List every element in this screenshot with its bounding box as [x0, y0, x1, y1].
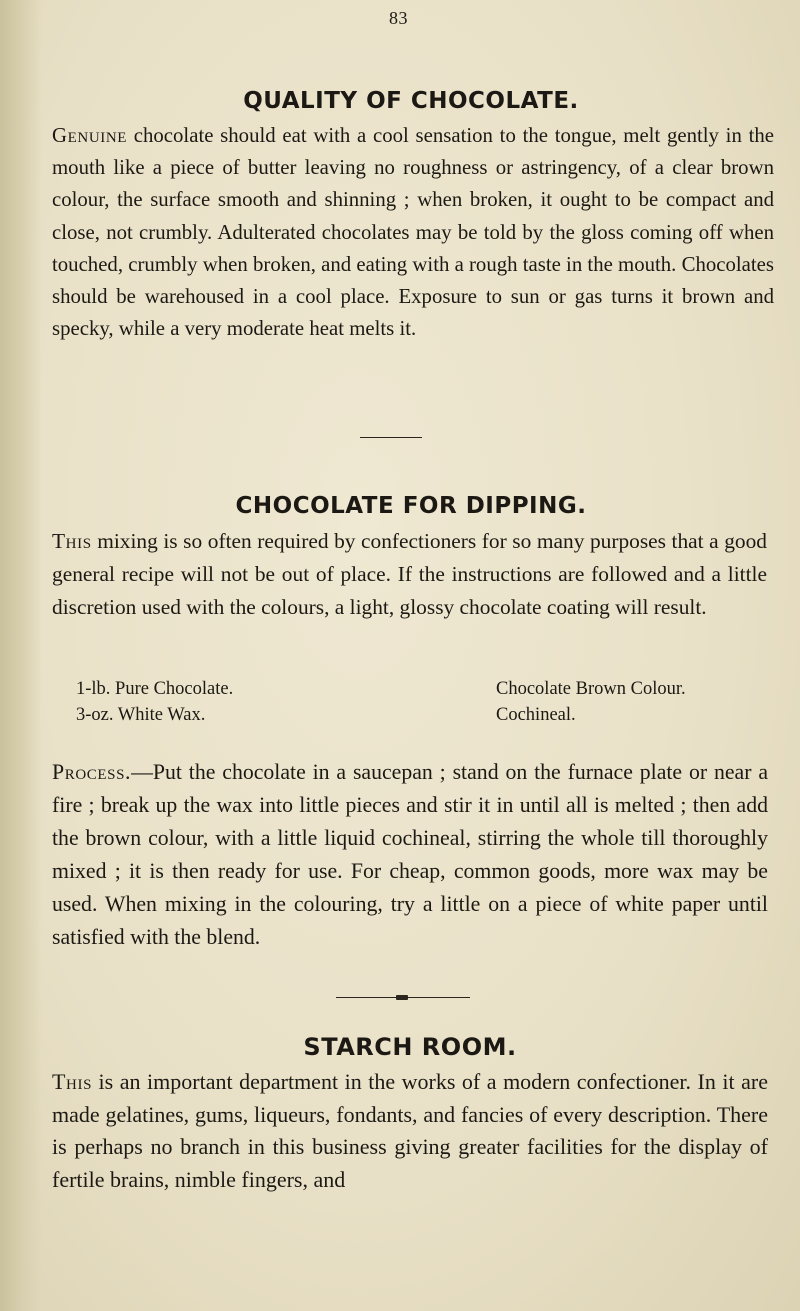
heading-starch-room: STARCH ROOM.	[303, 1033, 517, 1061]
page-edge-shadow	[0, 0, 42, 1311]
page-number: 83	[389, 8, 408, 28]
ingredients-column-right	[496, 676, 686, 728]
process-label: Process.	[52, 760, 132, 784]
paragraph-process	[52, 756, 768, 954]
ingredient-item: Cochineal.	[496, 705, 576, 725]
paragraph-text: mixing is so often required by confectioners for so many purposes that a good general recipe will not be out of place. If the instructions are followed and a little discretion used with the colours, a light, glossy chocolate coating will result.	[52, 529, 767, 619]
ingredient-item: 3-oz. White Wax.	[76, 705, 206, 725]
paragraph-text: is an important department in the works of a modern confectioner. In it are made gelatines, gums, liqueurs, fondants, and fancies of every description. There is perhaps no branch in this business giving greater facilities for the display of fertile brains, nimble fingers, and	[52, 1069, 768, 1192]
heading-chocolate-for-dipping: CHOCOLATE FOR DIPPING.	[235, 493, 587, 519]
section-divider	[360, 437, 422, 438]
lead-word: Genuine	[52, 124, 128, 147]
paragraph-text: chocolate should eat with a cool sensation to the tongue, melt gently in the mouth like a piece of butter leaving no roughness or astringency, of a clear brown colour, the surface smooth and shinning ; when broken, it ought to be compact and close, not crumbly. Adulterated chocolates may be told by the gloss coming off when touched, crumbly when broken, and eating with a rough taste in the mouth. Chocolates should be warehoused in a cool place. Exposure to sun or gas turns it brown and specky, while a very moderate heat melts it.	[52, 124, 774, 341]
paragraph-text: —Put the chocolate in a saucepan ; stand on the furnace plate or near a fire ; break up the wax into little pieces and stir it in until all is melted ; then add the brown colour, with a little liquid cochineal, stirring the whole till thoroughly mixed ; it is then ready for use. For cheap, common goods, more wax may be used. When mixing in the colouring, try a little on a piece of white paper until satisfied with the blend.	[52, 760, 768, 949]
paragraph-quality	[52, 120, 774, 345]
ingredients-column-left	[76, 676, 233, 728]
paragraph-starch-room	[52, 1066, 768, 1196]
lead-word: This	[52, 1069, 93, 1094]
heading-quality-of-chocolate: QUALITY OF CHOCOLATE.	[243, 88, 579, 114]
divider-ornament	[396, 995, 408, 1000]
ingredient-item: Chocolate Brown Colour.	[496, 679, 686, 699]
lead-word: This	[52, 529, 92, 553]
section-divider	[336, 997, 470, 998]
ingredient-item: 1-lb. Pure Chocolate.	[76, 679, 234, 699]
paragraph-dipping-intro	[52, 525, 767, 623]
